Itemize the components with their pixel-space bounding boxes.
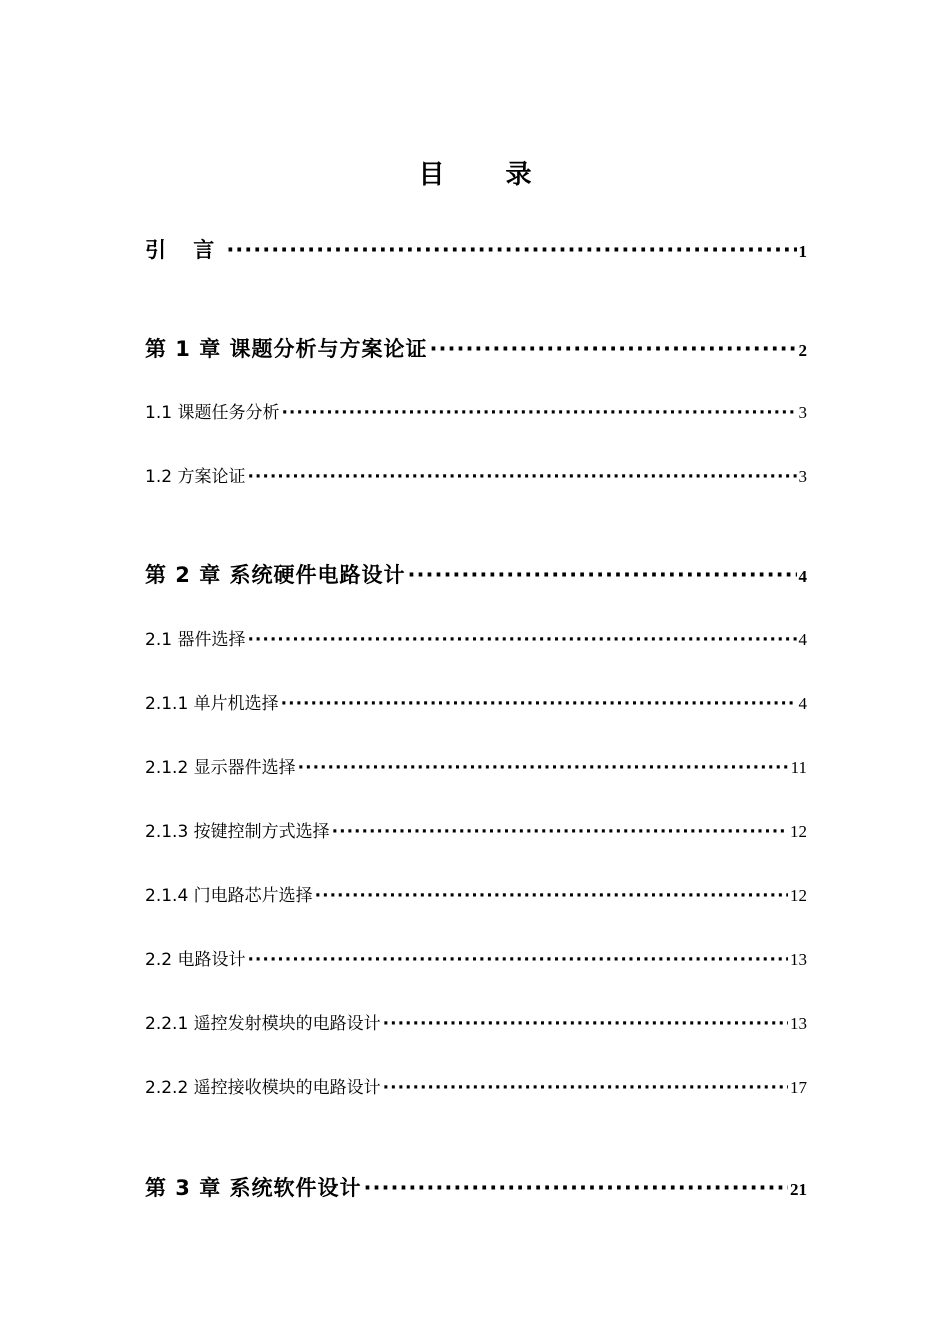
toc-entry-label: 2.1.3 按键控制方式选择 <box>145 822 330 842</box>
toc-entry-section-2-2-2[interactable] <box>145 1075 807 1101</box>
toc-entry-page-number: 13 <box>790 950 807 969</box>
toc-entry-introduction[interactable] <box>145 234 807 266</box>
dot-leader <box>332 819 788 845</box>
toc-entry-section-2-1-1[interactable] <box>145 691 807 717</box>
dot-leader <box>364 1172 788 1204</box>
toc-entry-page-number: 12 <box>790 886 807 905</box>
toc-entry-page-number: 21 <box>790 1180 807 1199</box>
dot-leader <box>247 947 788 973</box>
toc-entry-page-number: 4 <box>798 694 807 713</box>
toc-entry-section-1-1[interactable] <box>145 400 807 426</box>
toc-entry-chapter-2[interactable] <box>145 559 807 591</box>
toc-entry-label: 第 2 章 系统硬件电路设计 <box>145 563 406 587</box>
toc-entry-page-number: 2 <box>798 341 807 360</box>
toc-entry-section-2-2[interactable] <box>145 947 807 973</box>
toc-entry-section-2-1-2[interactable] <box>145 755 807 781</box>
toc-entry-label: 2.2.1 遥控发射模块的电路设计 <box>145 1014 381 1034</box>
toc-entry-chapter-1[interactable] <box>145 333 807 365</box>
dot-leader <box>281 400 796 426</box>
toc-entry-label: 2.1.1 单片机选择 <box>145 694 279 714</box>
toc-entry-page-number: 11 <box>790 758 807 777</box>
dot-leader <box>247 627 796 653</box>
toc-entry-page-number: 1 <box>798 242 807 261</box>
toc-entry-label: 1.1 课题任务分析 <box>145 403 280 423</box>
dot-leader <box>281 691 797 717</box>
toc-entry-section-2-2-1[interactable] <box>145 1011 807 1037</box>
toc-entry-page-number: 17 <box>790 1078 807 1097</box>
toc-entry-page-number: 13 <box>790 1014 807 1033</box>
dot-leader <box>383 1011 788 1037</box>
toc-entry-section-2-1[interactable] <box>145 627 807 653</box>
toc-entry-section-2-1-4[interactable] <box>145 883 807 909</box>
toc-entry-label: 第 1 章 课题分析与方案论证 <box>145 337 428 361</box>
page-title: 目 录 <box>418 160 558 190</box>
dot-leader <box>298 755 789 781</box>
toc-entry-label: 1.2 方案论证 <box>145 467 246 487</box>
toc-entry-label: 2.2.2 遥控接收模块的电路设计 <box>145 1078 381 1098</box>
toc-entry-label: 第 3 章 系统软件设计 <box>145 1176 362 1200</box>
dot-leader <box>315 883 788 909</box>
toc-entry-section-1-2[interactable] <box>145 464 807 490</box>
toc-entry-page-number: 3 <box>798 403 807 422</box>
toc-entry-chapter-3[interactable] <box>145 1172 807 1204</box>
toc-entry-label: 2.2 电路设计 <box>145 950 246 970</box>
toc-entry-label: 2.1 器件选择 <box>145 630 246 650</box>
toc-entry-page-number: 4 <box>798 630 807 649</box>
toc-entry-page-number: 12 <box>790 822 807 841</box>
dot-leader <box>247 464 796 490</box>
dot-leader <box>408 559 797 591</box>
dot-leader <box>383 1075 788 1101</box>
toc-entry-page-number: 4 <box>798 567 807 586</box>
toc-entry-section-2-1-3[interactable] <box>145 819 807 845</box>
toc-entry-label: 2.1.4 门电路芯片选择 <box>145 886 313 906</box>
toc-entry-page-number: 3 <box>798 467 807 486</box>
toc-entry-label: 2.1.2 显示器件选择 <box>145 758 296 778</box>
toc-entry-label: 引 言 <box>145 238 225 262</box>
dot-leader <box>430 333 797 365</box>
dot-leader <box>226 234 796 266</box>
